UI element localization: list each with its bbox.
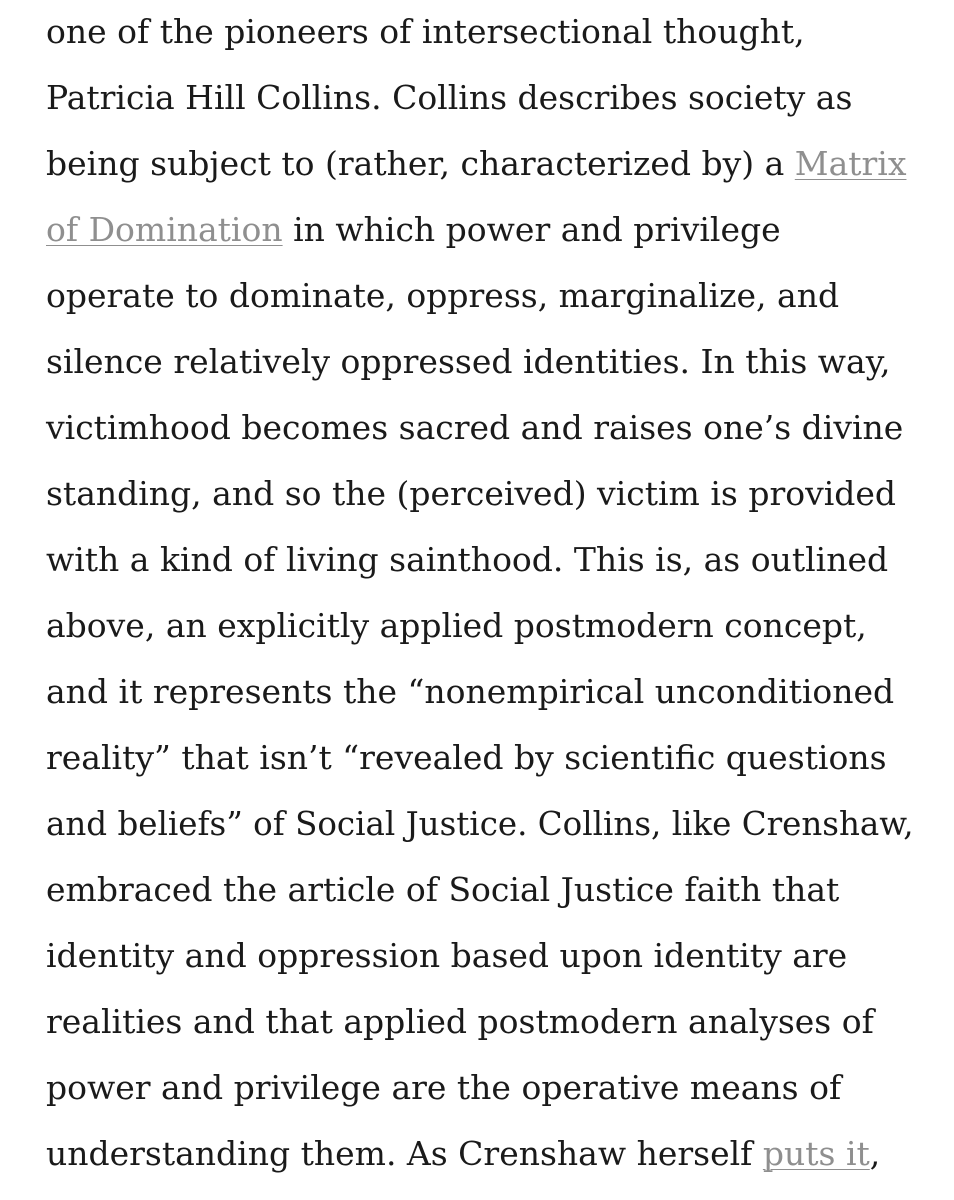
paragraph-line-6: silence relatively oppressed identities. In this way,	[46, 342, 891, 381]
paragraph-line-1: one of the pioneers of intersectional thought,	[46, 12, 805, 51]
paragraph-line-7: victimhood becomes sacred and raises one’s divine	[46, 408, 904, 447]
paragraph-line-13: and beliefs” of Social Justice. Collins, like Crenshaw,	[46, 805, 914, 843]
paragraph-line-16: realities and that applied postmodern analyses of	[46, 1002, 874, 1041]
paragraph-line-8: standing, and so the (perceived) victim is provided	[46, 474, 897, 513]
paragraph-line-14: embraced the article of Social Justice faith that	[46, 870, 840, 909]
line-text: in which power and privilege	[282, 210, 781, 249]
paragraph-line-18	[46, 1121, 880, 1187]
paragraph-line-5: operate to dominate, oppress, marginalize, and	[46, 276, 840, 315]
paragraph-line-4	[46, 197, 781, 263]
paragraph-line-12: reality” that isn’t “revealed by scientific questions	[46, 738, 887, 777]
line-text: being subject to (rather, characterized by) a	[46, 144, 795, 183]
line-text: understanding them. As Crenshaw herself	[46, 1134, 763, 1173]
matrix-of-domination-link[interactable]: Matrix	[794, 144, 907, 183]
matrix-of-domination-link-continued[interactable]: of Domination	[46, 210, 283, 249]
paragraph-line-9: with a kind of living sainthood. This is, as outlined	[46, 540, 889, 579]
paragraph-line-17: power and privilege are the operative means of	[46, 1068, 842, 1107]
line-text: ,	[869, 1134, 881, 1173]
puts-it-link[interactable]: puts it	[762, 1134, 870, 1173]
paragraph-line-3	[46, 131, 906, 197]
paragraph-line-15: identity and oppression based upon identity are	[46, 936, 848, 975]
paragraph-line-10: above, an explicitly applied postmodern concept,	[46, 606, 867, 645]
paragraph-line-11: and it represents the “nonempirical unconditioned	[46, 672, 895, 711]
paragraph-line-2: Patricia Hill Collins. Collins describes society as	[46, 78, 853, 117]
